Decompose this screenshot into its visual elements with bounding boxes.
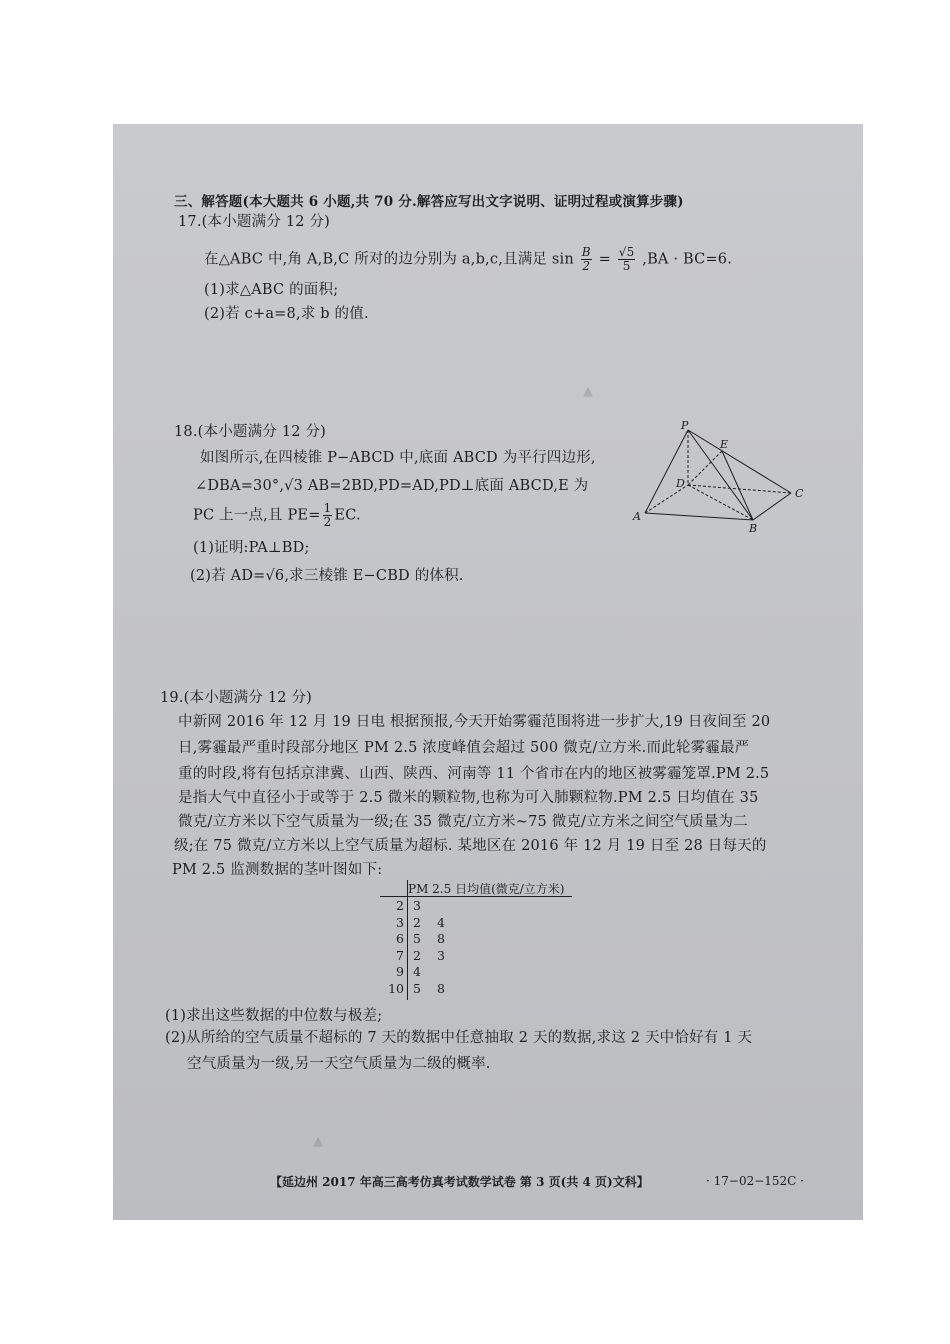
leaf-value: 3 xyxy=(437,947,445,963)
footer-title: 【延边州 2017 年高三高考仿真考试数学试卷 第 3 页(共 4 页)文科】 xyxy=(270,1175,649,1189)
leaf-value: 4 xyxy=(413,964,421,979)
q19-line: 重的时段,将有包括京津冀、山西、陕西、河南等 11 个省市在内的地区被雾霾笼罩.PM 2.5 xyxy=(178,766,770,782)
label-A: A xyxy=(633,510,641,523)
q18-line3: PC 上一点,且 PE= $\frac{1}{2}$ EC. xyxy=(193,501,361,529)
leaf-value: 5 xyxy=(413,980,421,996)
leaf-value: 4 xyxy=(437,914,445,930)
stem-value: 3 xyxy=(396,914,404,930)
stem-value: 10 xyxy=(388,980,404,996)
q19-title: 19.(本小题满分 12 分) xyxy=(160,690,313,706)
q17-title: 17.(本小题满分 12 分) xyxy=(178,214,331,230)
q19-line: 中新网 2016 年 12 月 19 日电 根据预报,今天开始雾霾范围将进一步扩大,19 日夜间至 20 xyxy=(178,714,771,730)
q19-part2-line1: (2)从所给的空气质量不超标的 7 天的数据中任意抽取 2 天的数据,求这 2 天中恰好有 1 天 xyxy=(165,1030,753,1046)
footer-code: · 17−02−152C · xyxy=(706,1174,804,1188)
q17-stem: 在△ABC 中,角 A,B,C 所对的边分别为 a,b,c,且满足 sin $\frac{B}{2}$ = $\frac{√5}{5}$ ,BA · BC=6. xyxy=(204,245,733,273)
label-D: D xyxy=(676,477,685,490)
leaf-value: 2 xyxy=(413,914,421,930)
q18-line2: ∠DBA=30°,√3 AB=2BD,PD=AD,PD⊥底面 ABCD,E 为 xyxy=(195,478,589,494)
bleed-through-text: ▲ xyxy=(313,1134,323,1149)
leaf-value: 8 xyxy=(437,980,445,996)
q18-part2: (2)若 AD=√6,求三棱锥 E−CBD 的体积. xyxy=(190,568,464,584)
q18-part1: (1)证明:PA⊥BD; xyxy=(193,540,310,556)
q19-part1: (1)求出这些数据的中位数与极差; xyxy=(165,1008,383,1024)
section-heading: 三、解答题(本大题共 6 小题,共 70 分.解答应写出文字说明、证明过程或演算步骤) xyxy=(174,194,684,210)
stem-value: 9 xyxy=(396,964,404,979)
bleed-through-text: ▲ xyxy=(583,384,593,399)
q19-part2-line2: 空气质量为一级,另一天空气质量为二级的概率. xyxy=(187,1056,491,1072)
label-P: P xyxy=(681,420,689,432)
leaf-value: 2 xyxy=(413,947,421,963)
stem-value: 2 xyxy=(396,898,404,913)
leaf-value: 8 xyxy=(437,931,445,946)
q19-line: 是指大气中直径小于或等于 2.5 微米的颗粒物,也称为可入肺颗粒物.PM 2.5 日均值在 35 xyxy=(178,790,759,806)
q19-line: 微克/立方米以下空气质量为一级;在 35 微克/立方米~75 微克/立方米之间空气质量为二 xyxy=(178,814,748,830)
label-B: B xyxy=(749,522,758,535)
label-C: C xyxy=(795,487,804,500)
q18-title: 18.(本小题满分 12 分) xyxy=(174,424,327,440)
q19-line: PM 2.5 监测数据的茎叶图如下: xyxy=(172,862,383,878)
leaf-value: 5 xyxy=(413,931,421,946)
q19-line: 日,雾霾最严重时段部分地区 PM 2.5 浓度峰值会超过 500 微克/立方米.而此轮雾霾最严 xyxy=(178,740,750,756)
stem-value: 6 xyxy=(396,931,404,946)
leaf-value: 3 xyxy=(413,898,421,913)
q17-part1: (1)求△ABC 的面积; xyxy=(204,282,339,298)
label-E: E xyxy=(720,438,729,451)
pyramid-figure xyxy=(625,420,810,535)
table-header: PM 2.5 日均值(微克/立方米) xyxy=(408,882,565,896)
stem-value: 7 xyxy=(396,947,404,963)
q19-line: 级;在 75 微克/立方米以上空气质量为超标. 某地区在 2016 年 12 月 19 日至 28 日每天的 xyxy=(174,838,767,854)
q17-part2: (2)若 c+a=8,求 b 的值. xyxy=(204,306,369,322)
q18-line1: 如图所示,在四棱锥 P−ABCD 中,底面 ABCD 为平行四边形, xyxy=(200,450,596,466)
